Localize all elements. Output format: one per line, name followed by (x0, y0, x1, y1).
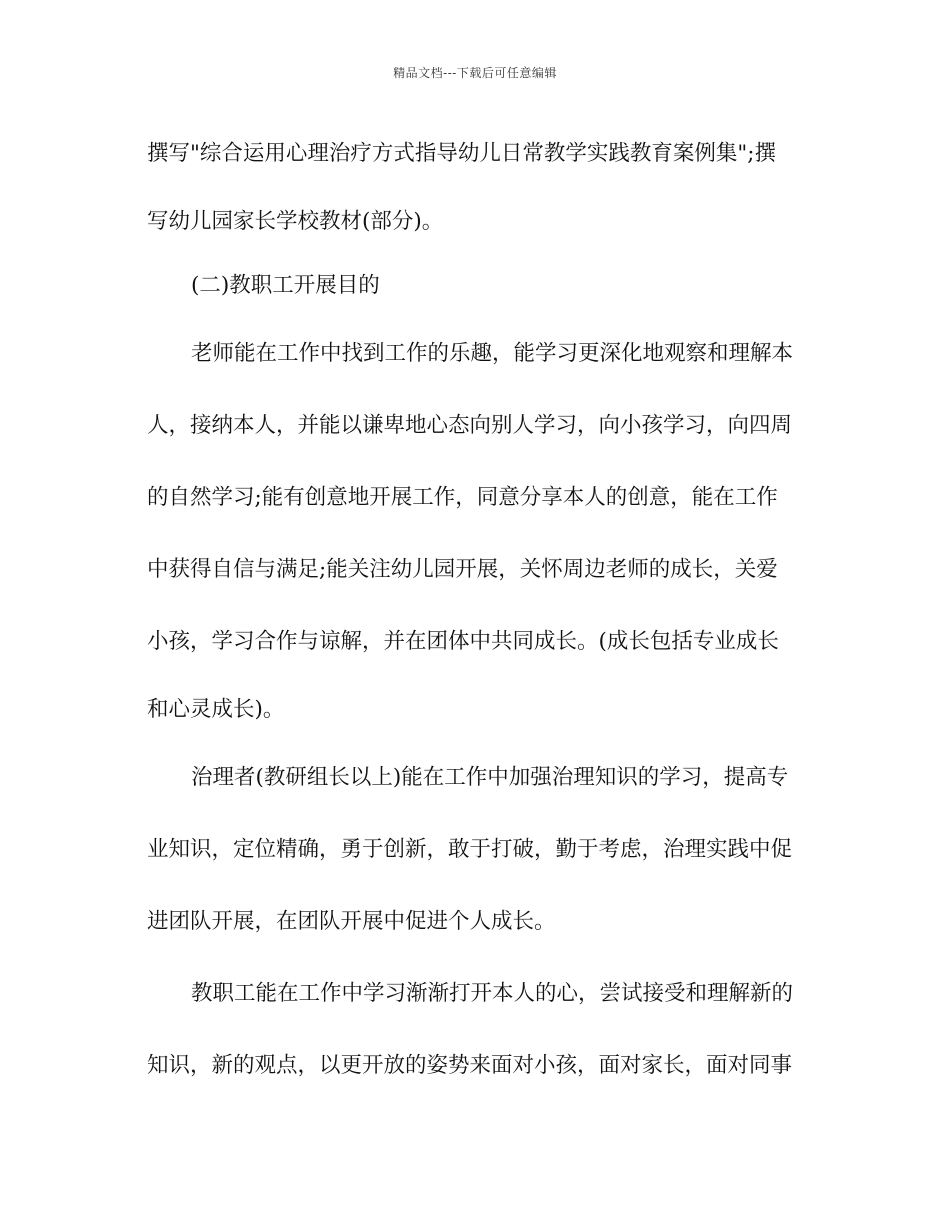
paragraph-line: 和心灵成长)。 (147, 697, 285, 722)
paragraph-line: 小孩，学习合作与谅解，并在团体中共同成长。(成长包括专业成长 (147, 629, 779, 654)
paragraph-line: 人，接纳本人，并能以谦卑地心态向别人学习，向小孩学习，向四周 (147, 413, 793, 438)
page-header: 精品文档---下载后可任意编辑 (393, 66, 557, 80)
paragraph-line: 的自然学习;能有创意地开展工作，同意分享本人的创意，能在工作 (147, 485, 778, 510)
paragraph-line: 写幼儿园家长学校教材(部分)。 (147, 209, 444, 234)
paragraph-line: 治理者(教研组长以上)能在工作中加强治理知识的学习，提高专 (191, 765, 789, 790)
paragraph-line: 进团队开展，在团队开展中促进个人成长。 (147, 909, 556, 934)
paragraph-line: 老师能在工作中找到工作的乐趣，能学习更深化地观察和理解本 (191, 341, 794, 366)
paragraph-line: 中获得自信与满足;能关注幼儿园开展，关怀周边老师的成长，关爱 (147, 557, 778, 582)
paragraph-line: 撰写"综合运用心理治疗方式指导幼儿日常教学实践教育案例集";撰 (147, 141, 777, 166)
paragraph-line: 知识，新的观点，以更开放的姿势来面对小孩，面对家长，面对同事 (147, 1053, 793, 1078)
paragraph-line: 教职工能在工作中学习渐渐打开本人的心，尝试接受和理解新的 (191, 981, 794, 1006)
document-body (147, 118, 807, 1102)
section-heading: (二)教职工开展目的 (191, 273, 380, 298)
paragraph-line: 业知识，定位精确，勇于创新，敢于打破，勤于考虑，治理实践中促 (147, 837, 793, 862)
